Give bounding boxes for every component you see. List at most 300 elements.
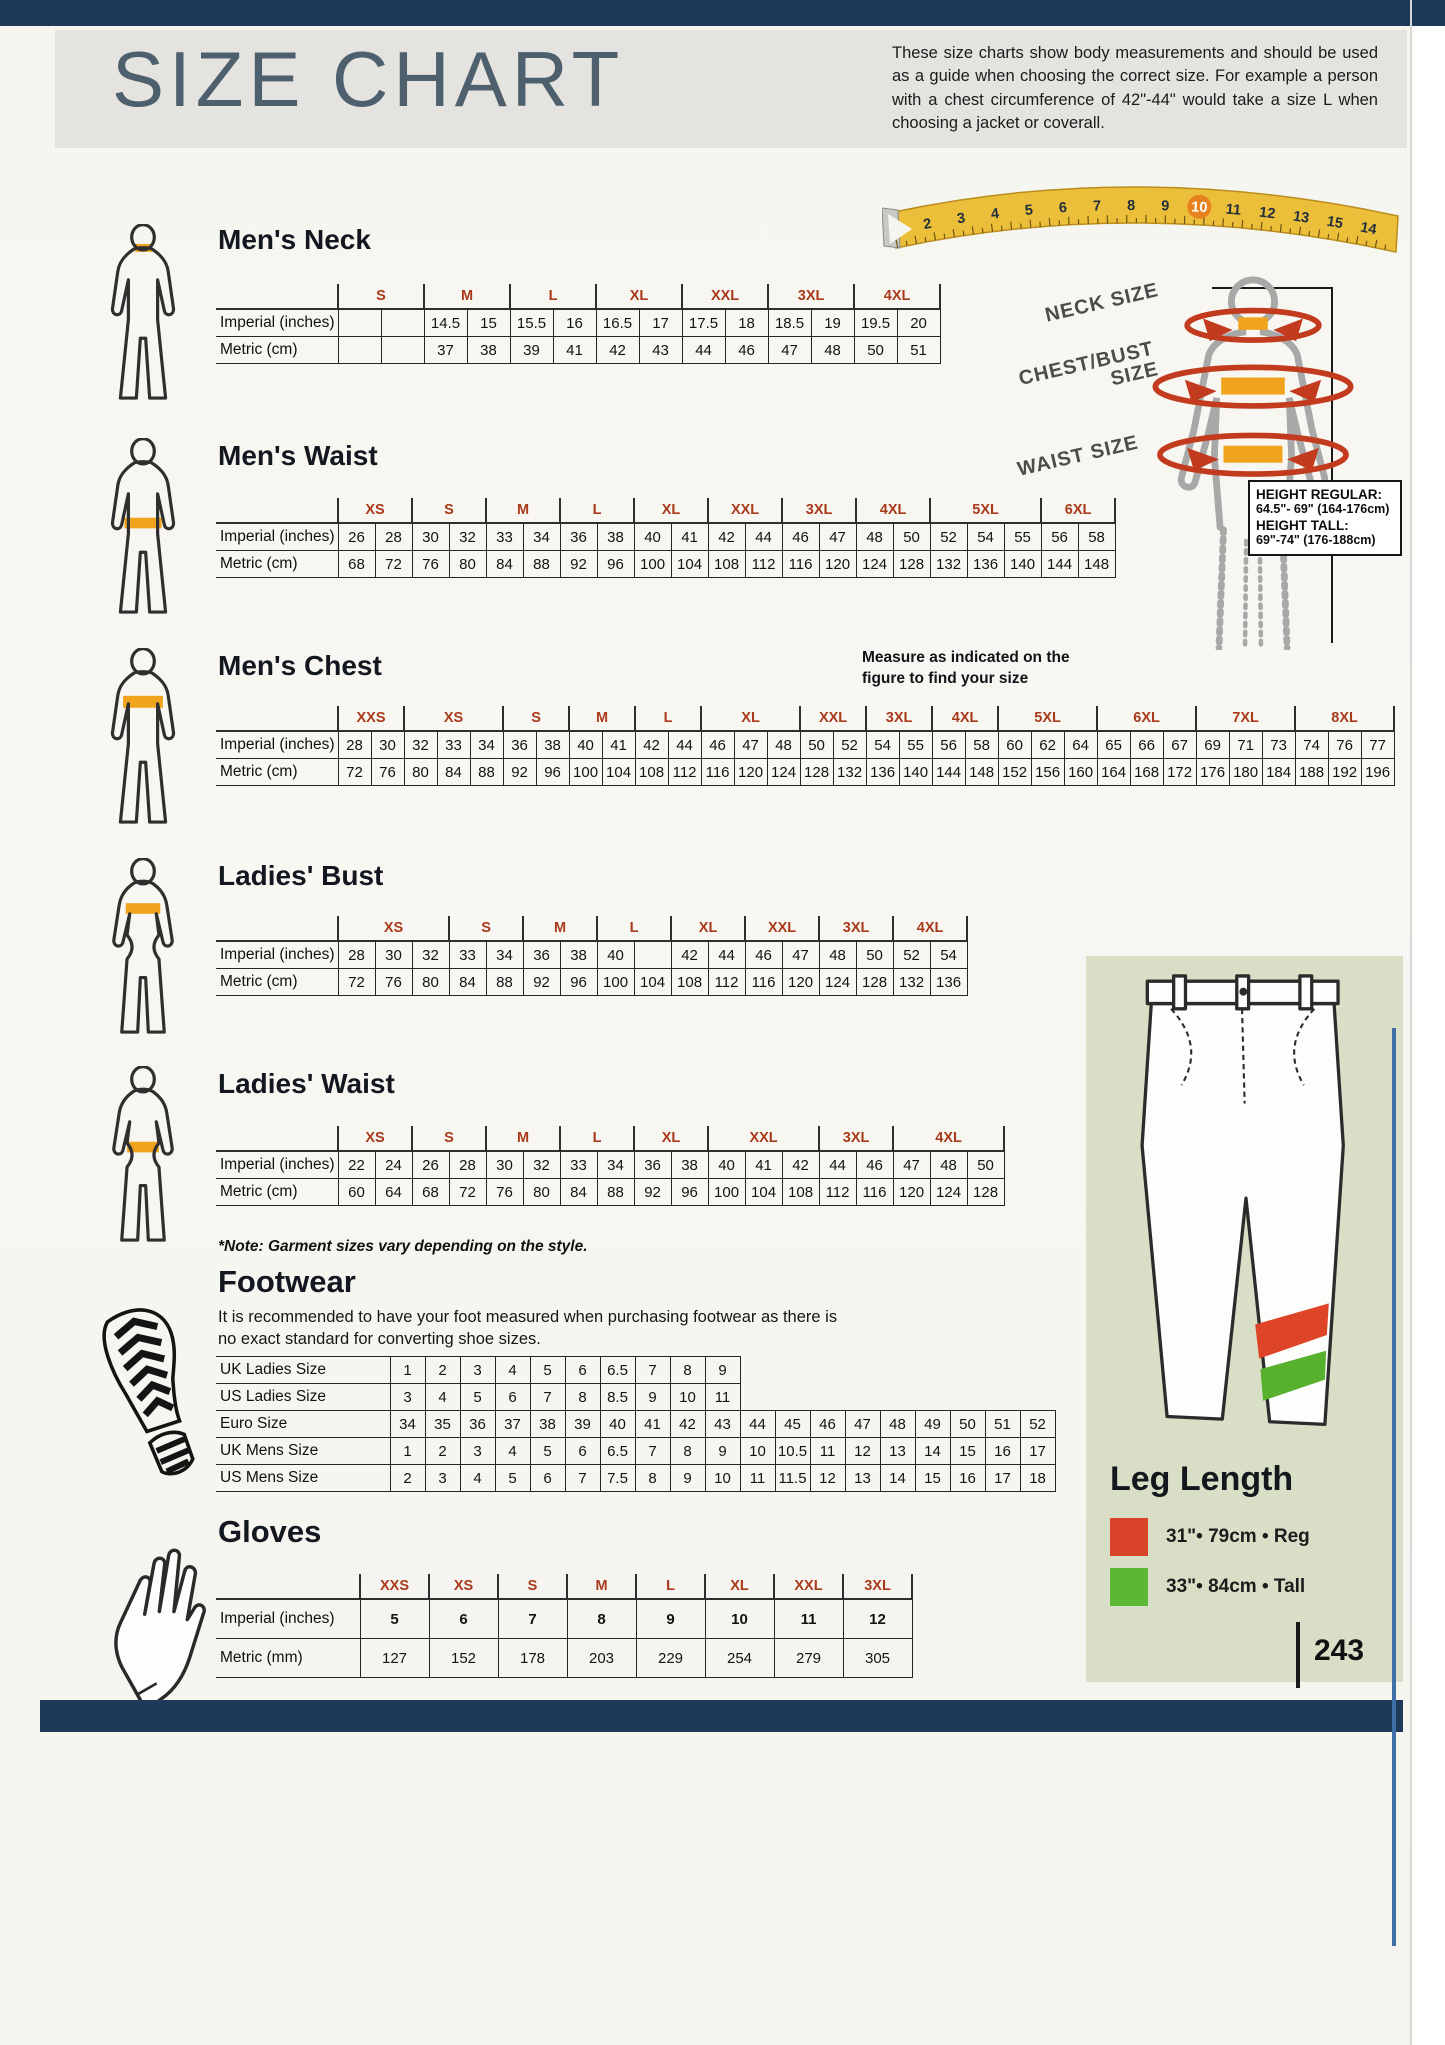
size-cell: 47 bbox=[782, 941, 819, 969]
size-cell: 254 bbox=[705, 1639, 774, 1678]
size-group-header: XXL bbox=[800, 706, 866, 731]
svg-text:2: 2 bbox=[922, 215, 933, 234]
size-cell: 16.5 bbox=[596, 309, 639, 337]
size-cell: 7 bbox=[635, 1357, 670, 1384]
size-cell: 19.5 bbox=[854, 309, 897, 337]
size-cell: 84 bbox=[560, 1179, 597, 1206]
size-group-header: 4XL bbox=[893, 916, 967, 941]
size-cell: 192 bbox=[1328, 759, 1361, 786]
size-cell: 28 bbox=[375, 523, 412, 551]
size-cell: 13 bbox=[845, 1465, 880, 1492]
size-cell: 11 bbox=[740, 1465, 775, 1492]
size-cell: 60 bbox=[998, 731, 1031, 759]
size-cell: 80 bbox=[523, 1179, 560, 1206]
size-table-corner bbox=[216, 916, 338, 941]
size-group-header: S bbox=[498, 1574, 567, 1599]
size-cell: 69 bbox=[1196, 731, 1229, 759]
size-cell: 65 bbox=[1097, 731, 1130, 759]
size-cell: 6 bbox=[530, 1465, 565, 1492]
size-group-header: 7XL bbox=[1196, 706, 1295, 731]
size-cell: 48 bbox=[819, 941, 856, 969]
size-cell: 128 bbox=[800, 759, 833, 786]
measuring-tape-illustration bbox=[882, 154, 1410, 274]
size-cell: 305 bbox=[843, 1639, 912, 1678]
row-label: US Ladies Size bbox=[216, 1384, 390, 1411]
size-cell: 128 bbox=[967, 1179, 1004, 1206]
size-group-header: XXL bbox=[708, 498, 782, 523]
row-label: Metric (cm) bbox=[216, 551, 338, 578]
row-label: Imperial (inches) bbox=[216, 523, 338, 551]
size-cell bbox=[634, 941, 671, 969]
size-cell: 33 bbox=[560, 1151, 597, 1179]
size-cell: 55 bbox=[899, 731, 932, 759]
size-cell: 64 bbox=[375, 1179, 412, 1206]
row-label: US Mens Size bbox=[216, 1465, 390, 1492]
size-cell: 140 bbox=[899, 759, 932, 786]
size-cell: 48 bbox=[930, 1151, 967, 1179]
size-cell: 42 bbox=[596, 337, 639, 364]
size-group-header: XXL bbox=[708, 1126, 819, 1151]
size-cell: 43 bbox=[705, 1411, 740, 1438]
size-cell: 100 bbox=[569, 759, 602, 786]
size-cell: 47 bbox=[893, 1151, 930, 1179]
size-table-corner bbox=[216, 1126, 338, 1151]
size-group-header: M bbox=[523, 916, 597, 941]
row-label: Metric (cm) bbox=[216, 1179, 338, 1206]
size-cell: 148 bbox=[1078, 551, 1115, 578]
size-cell: 3 bbox=[425, 1465, 460, 1492]
size-cell: 6.5 bbox=[600, 1357, 635, 1384]
size-cell: 58 bbox=[1078, 523, 1115, 551]
size-cell: 112 bbox=[745, 551, 782, 578]
size-cell: 1 bbox=[390, 1438, 425, 1465]
size-cell: 30 bbox=[371, 731, 404, 759]
size-group-header: S bbox=[503, 706, 569, 731]
size-table-corner bbox=[216, 1574, 360, 1599]
size-cell: 41 bbox=[602, 731, 635, 759]
size-cell: 84 bbox=[486, 551, 523, 578]
mens-neck-table bbox=[216, 284, 941, 364]
size-cell: 4 bbox=[460, 1465, 495, 1492]
size-cell: 7 bbox=[635, 1438, 670, 1465]
size-cell: 132 bbox=[930, 551, 967, 578]
size-group-header: XL bbox=[705, 1574, 774, 1599]
size-group-header: XS bbox=[429, 1574, 498, 1599]
row-label: UK Mens Size bbox=[216, 1438, 390, 1465]
size-cell: 3 bbox=[460, 1438, 495, 1465]
svg-text:8: 8 bbox=[1127, 197, 1136, 214]
size-cell: 34 bbox=[597, 1151, 634, 1179]
svg-text:7: 7 bbox=[1092, 198, 1102, 215]
size-cell: 44 bbox=[745, 523, 782, 551]
row-label: Metric (cm) bbox=[216, 759, 338, 786]
size-cell: 56 bbox=[1041, 523, 1078, 551]
size-group-header: XS bbox=[338, 1126, 412, 1151]
size-cell: 67 bbox=[1163, 731, 1196, 759]
size-cell: 7 bbox=[565, 1465, 600, 1492]
size-cell: 10.5 bbox=[775, 1438, 810, 1465]
empty-filler bbox=[740, 1357, 1055, 1384]
ladies-waist-table bbox=[216, 1126, 1005, 1206]
section-title-ladies-waist: Ladies' Waist bbox=[218, 1068, 395, 1099]
size-group-header: 3XL bbox=[819, 1126, 893, 1151]
size-cell: 34 bbox=[470, 731, 503, 759]
size-group-header: S bbox=[449, 916, 523, 941]
size-cell: 38 bbox=[467, 337, 510, 364]
male-figure-waist-icon bbox=[96, 438, 190, 624]
size-cell: 108 bbox=[782, 1179, 819, 1206]
size-cell: 37 bbox=[424, 337, 467, 364]
row-label: Metric (cm) bbox=[216, 337, 338, 364]
page-title: SIZE CHART bbox=[112, 35, 625, 123]
size-cell: 104 bbox=[602, 759, 635, 786]
size-cell: 196 bbox=[1361, 759, 1394, 786]
size-cell: 88 bbox=[486, 969, 523, 996]
size-cell: 9 bbox=[635, 1384, 670, 1411]
size-cell: 44 bbox=[682, 337, 725, 364]
size-cell: 5 bbox=[360, 1599, 429, 1639]
size-cell: 36 bbox=[503, 731, 536, 759]
size-cell: 108 bbox=[635, 759, 668, 786]
size-cell: 18 bbox=[1020, 1465, 1055, 1492]
row-label: Imperial (inches) bbox=[216, 731, 338, 759]
reg-color-swatch bbox=[1110, 1518, 1148, 1556]
size-cell: 5 bbox=[530, 1438, 565, 1465]
size-cell: 76 bbox=[375, 969, 412, 996]
neck-size-label: NECK SIZE bbox=[1043, 279, 1161, 327]
size-group-header: L bbox=[560, 1126, 634, 1151]
svg-text:13: 13 bbox=[1292, 208, 1311, 227]
size-cell: 33 bbox=[449, 941, 486, 969]
size-cell: 36 bbox=[460, 1411, 495, 1438]
size-cell: 50 bbox=[856, 941, 893, 969]
size-cell: 11 bbox=[705, 1384, 740, 1411]
size-cell: 28 bbox=[449, 1151, 486, 1179]
svg-text:10: 10 bbox=[1190, 199, 1208, 217]
size-cell: 124 bbox=[930, 1179, 967, 1206]
size-cell: 39 bbox=[565, 1411, 600, 1438]
waist-size-label: WAIST SIZE bbox=[1015, 431, 1141, 481]
size-cell: 41 bbox=[553, 337, 596, 364]
size-group-header: XL bbox=[701, 706, 800, 731]
size-cell: 3 bbox=[460, 1357, 495, 1384]
size-cell: 52 bbox=[833, 731, 866, 759]
size-cell: 17 bbox=[1020, 1438, 1055, 1465]
size-cell: 52 bbox=[1020, 1411, 1055, 1438]
size-cell: 84 bbox=[437, 759, 470, 786]
size-group-header: XL bbox=[596, 284, 682, 309]
size-group-header: 5XL bbox=[930, 498, 1041, 523]
size-cell: 80 bbox=[449, 551, 486, 578]
size-cell: 1 bbox=[390, 1357, 425, 1384]
size-cell: 136 bbox=[930, 969, 967, 996]
footwear-table bbox=[216, 1356, 1056, 1492]
size-cell: 104 bbox=[671, 551, 708, 578]
size-group-header: 5XL bbox=[998, 706, 1097, 731]
size-cell: 42 bbox=[708, 523, 745, 551]
size-cell: 38 bbox=[560, 941, 597, 969]
size-cell: 116 bbox=[745, 969, 782, 996]
size-cell: 38 bbox=[530, 1411, 565, 1438]
size-cell: 279 bbox=[774, 1639, 843, 1678]
size-cell: 14 bbox=[915, 1438, 950, 1465]
size-cell: 10 bbox=[705, 1465, 740, 1492]
size-cell: 42 bbox=[635, 731, 668, 759]
size-cell: 9 bbox=[705, 1438, 740, 1465]
size-cell: 92 bbox=[503, 759, 536, 786]
size-cell: 34 bbox=[523, 523, 560, 551]
size-group-header: 3XL bbox=[866, 706, 932, 731]
male-figure-neck-icon bbox=[96, 224, 190, 410]
size-cell: 184 bbox=[1262, 759, 1295, 786]
size-cell: 112 bbox=[668, 759, 701, 786]
size-cell: 100 bbox=[597, 969, 634, 996]
size-cell: 50 bbox=[967, 1151, 1004, 1179]
footwear-description: It is recommended to have your foot measured when purchasing footwear as there is no exact standard for converting shoe sizes. bbox=[218, 1308, 838, 1349]
size-cell: 46 bbox=[745, 941, 782, 969]
size-cell: 8 bbox=[670, 1438, 705, 1465]
size-cell: 44 bbox=[819, 1151, 856, 1179]
size-cell: 76 bbox=[371, 759, 404, 786]
size-cell: 74 bbox=[1295, 731, 1328, 759]
size-cell: 47 bbox=[768, 337, 811, 364]
row-label: Metric (cm) bbox=[216, 969, 338, 996]
size-cell: 9 bbox=[705, 1357, 740, 1384]
size-cell: 38 bbox=[597, 523, 634, 551]
size-cell: 40 bbox=[597, 941, 634, 969]
size-cell: 100 bbox=[634, 551, 671, 578]
height-info-box bbox=[1248, 480, 1402, 556]
size-cell: 11.5 bbox=[775, 1465, 810, 1492]
size-cell: 128 bbox=[856, 969, 893, 996]
tall-leg-label: 33"• 84cm • Tall bbox=[1166, 1576, 1306, 1597]
size-cell: 49 bbox=[915, 1411, 950, 1438]
page-number-rule bbox=[1296, 1622, 1300, 1688]
size-group-header: XXL bbox=[774, 1574, 843, 1599]
size-cell: 4 bbox=[425, 1384, 460, 1411]
size-cell: 46 bbox=[725, 337, 768, 364]
size-cell: 33 bbox=[437, 731, 470, 759]
size-group-header: XXS bbox=[360, 1574, 429, 1599]
size-cell: 120 bbox=[893, 1179, 930, 1206]
size-cell: 128 bbox=[893, 551, 930, 578]
size-cell: 22 bbox=[338, 1151, 375, 1179]
measure-caption: Measure as indicated on the figure to find your size bbox=[862, 649, 1070, 687]
size-cell: 108 bbox=[671, 969, 708, 996]
size-cell: 8.5 bbox=[600, 1384, 635, 1411]
size-group-header: M bbox=[424, 284, 510, 309]
size-group-header: M bbox=[486, 1126, 560, 1151]
size-group-header: M bbox=[486, 498, 560, 523]
size-cell: 58 bbox=[965, 731, 998, 759]
size-cell: 40 bbox=[569, 731, 602, 759]
size-cell: 18 bbox=[725, 309, 768, 337]
size-cell: 34 bbox=[486, 941, 523, 969]
svg-text:9: 9 bbox=[1160, 198, 1170, 215]
size-cell: 156 bbox=[1031, 759, 1064, 786]
size-table-corner bbox=[216, 284, 338, 309]
size-group-header: L bbox=[635, 706, 701, 731]
size-cell: 8 bbox=[567, 1599, 636, 1639]
size-cell: 54 bbox=[930, 941, 967, 969]
size-cell: 88 bbox=[523, 551, 560, 578]
size-cell: 124 bbox=[856, 551, 893, 578]
size-cell: 96 bbox=[560, 969, 597, 996]
size-cell: 72 bbox=[338, 759, 371, 786]
size-cell: 46 bbox=[701, 731, 734, 759]
size-cell: 188 bbox=[1295, 759, 1328, 786]
size-cell: 50 bbox=[854, 337, 897, 364]
size-cell: 3 bbox=[390, 1384, 425, 1411]
size-cell: 120 bbox=[734, 759, 767, 786]
size-cell: 50 bbox=[800, 731, 833, 759]
size-cell: 34 bbox=[390, 1411, 425, 1438]
size-cell: 48 bbox=[880, 1411, 915, 1438]
size-cell: 72 bbox=[338, 969, 375, 996]
size-cell: 2 bbox=[425, 1357, 460, 1384]
row-label: Euro Size bbox=[216, 1411, 390, 1438]
size-group-header: M bbox=[569, 706, 635, 731]
size-cell: 104 bbox=[634, 969, 671, 996]
size-cell: 72 bbox=[449, 1179, 486, 1206]
size-cell: 80 bbox=[412, 969, 449, 996]
size-cell: 19 bbox=[811, 309, 854, 337]
size-cell: 12 bbox=[845, 1438, 880, 1465]
size-cell: 17 bbox=[985, 1465, 1020, 1492]
size-cell: 132 bbox=[833, 759, 866, 786]
size-cell: 40 bbox=[600, 1411, 635, 1438]
size-cell: 38 bbox=[536, 731, 569, 759]
size-table-corner bbox=[216, 706, 338, 731]
size-cell: 42 bbox=[671, 941, 708, 969]
size-cell: 26 bbox=[412, 1151, 449, 1179]
size-cell: 36 bbox=[523, 941, 560, 969]
size-cell: 203 bbox=[567, 1639, 636, 1678]
size-cell: 17 bbox=[639, 309, 682, 337]
size-cell: 14 bbox=[880, 1465, 915, 1492]
size-cell: 44 bbox=[708, 941, 745, 969]
size-cell: 127 bbox=[360, 1639, 429, 1678]
section-title-ladies-bust: Ladies' Bust bbox=[218, 860, 384, 891]
size-cell: 15 bbox=[915, 1465, 950, 1492]
size-cell: 92 bbox=[560, 551, 597, 578]
size-cell: 47 bbox=[819, 523, 856, 551]
size-cell: 16 bbox=[950, 1465, 985, 1492]
size-cell: 48 bbox=[811, 337, 854, 364]
top-edge-bar bbox=[0, 0, 1445, 26]
svg-text:6: 6 bbox=[1058, 199, 1068, 217]
size-cell: 37 bbox=[495, 1411, 530, 1438]
size-cell: 30 bbox=[412, 523, 449, 551]
size-group-header: L bbox=[560, 498, 634, 523]
size-cell: 54 bbox=[866, 731, 899, 759]
size-cell: 76 bbox=[1328, 731, 1361, 759]
section-title-mens-neck: Men's Neck bbox=[218, 224, 371, 255]
size-cell: 116 bbox=[782, 551, 819, 578]
reg-leg-label: 31"• 79cm • Reg bbox=[1166, 1526, 1310, 1547]
size-cell: 176 bbox=[1196, 759, 1229, 786]
leg-length-reg-item bbox=[1110, 1518, 1310, 1556]
size-table-corner bbox=[216, 498, 338, 523]
mens-waist-table bbox=[216, 498, 1116, 578]
size-cell: 54 bbox=[967, 523, 1004, 551]
size-cell: 76 bbox=[412, 551, 449, 578]
size-cell: 15.5 bbox=[510, 309, 553, 337]
size-cell: 10 bbox=[740, 1438, 775, 1465]
size-cell: 64 bbox=[1064, 731, 1097, 759]
size-group-header: 6XL bbox=[1097, 706, 1196, 731]
size-cell: 144 bbox=[932, 759, 965, 786]
size-group-header: XXS bbox=[338, 706, 404, 731]
size-cell: 116 bbox=[701, 759, 734, 786]
size-cell: 28 bbox=[338, 941, 375, 969]
size-cell: 48 bbox=[856, 523, 893, 551]
size-cell: 52 bbox=[893, 941, 930, 969]
size-cell: 12 bbox=[810, 1465, 845, 1492]
size-cell: 43 bbox=[639, 337, 682, 364]
size-cell: 10 bbox=[670, 1384, 705, 1411]
size-cell: 42 bbox=[670, 1411, 705, 1438]
size-group-header: XS bbox=[338, 916, 449, 941]
size-cell: 50 bbox=[893, 523, 930, 551]
row-label: Metric (mm) bbox=[216, 1639, 360, 1678]
size-group-header: 6XL bbox=[1041, 498, 1115, 523]
section-title-gloves: Gloves bbox=[218, 1514, 322, 1549]
size-group-header: M bbox=[567, 1574, 636, 1599]
size-cell: 92 bbox=[634, 1179, 671, 1206]
size-cell: 18.5 bbox=[768, 309, 811, 337]
size-cell: 4 bbox=[495, 1438, 530, 1465]
size-cell: 168 bbox=[1130, 759, 1163, 786]
female-figure-bust-icon bbox=[96, 858, 190, 1044]
size-cell: 40 bbox=[634, 523, 671, 551]
size-cell: 180 bbox=[1229, 759, 1262, 786]
size-cell: 52 bbox=[930, 523, 967, 551]
size-cell: 6 bbox=[565, 1357, 600, 1384]
right-blue-rule bbox=[1392, 1028, 1396, 1946]
svg-text:3: 3 bbox=[956, 210, 967, 228]
size-cell bbox=[338, 337, 381, 364]
size-cell: 30 bbox=[486, 1151, 523, 1179]
size-cell: 5 bbox=[460, 1384, 495, 1411]
size-cell: 15 bbox=[950, 1438, 985, 1465]
female-figure-waist-icon bbox=[96, 1066, 190, 1252]
size-cell: 73 bbox=[1262, 731, 1295, 759]
measurement-figure-diagram bbox=[1128, 264, 1378, 652]
size-cell: 172 bbox=[1163, 759, 1196, 786]
size-cell: 136 bbox=[866, 759, 899, 786]
size-cell: 68 bbox=[412, 1179, 449, 1206]
size-cell: 44 bbox=[668, 731, 701, 759]
size-cell: 28 bbox=[338, 731, 371, 759]
size-cell: 229 bbox=[636, 1639, 705, 1678]
size-cell: 35 bbox=[425, 1411, 460, 1438]
garment-note: *Note: Garment sizes vary depending on the style. bbox=[218, 1238, 588, 1255]
size-cell: 41 bbox=[671, 523, 708, 551]
size-cell: 108 bbox=[708, 551, 745, 578]
size-cell: 72 bbox=[375, 551, 412, 578]
size-cell: 112 bbox=[819, 1179, 856, 1206]
size-cell: 62 bbox=[1031, 731, 1064, 759]
size-cell: 71 bbox=[1229, 731, 1262, 759]
size-cell: 178 bbox=[498, 1639, 567, 1678]
size-cell: 116 bbox=[856, 1179, 893, 1206]
height-regular-value: 64.5"- 69" (164-176cm) bbox=[1256, 502, 1390, 516]
size-cell: 96 bbox=[671, 1179, 708, 1206]
svg-text:5: 5 bbox=[1024, 202, 1034, 220]
size-group-header: L bbox=[597, 916, 671, 941]
size-group-header: 3XL bbox=[819, 916, 893, 941]
